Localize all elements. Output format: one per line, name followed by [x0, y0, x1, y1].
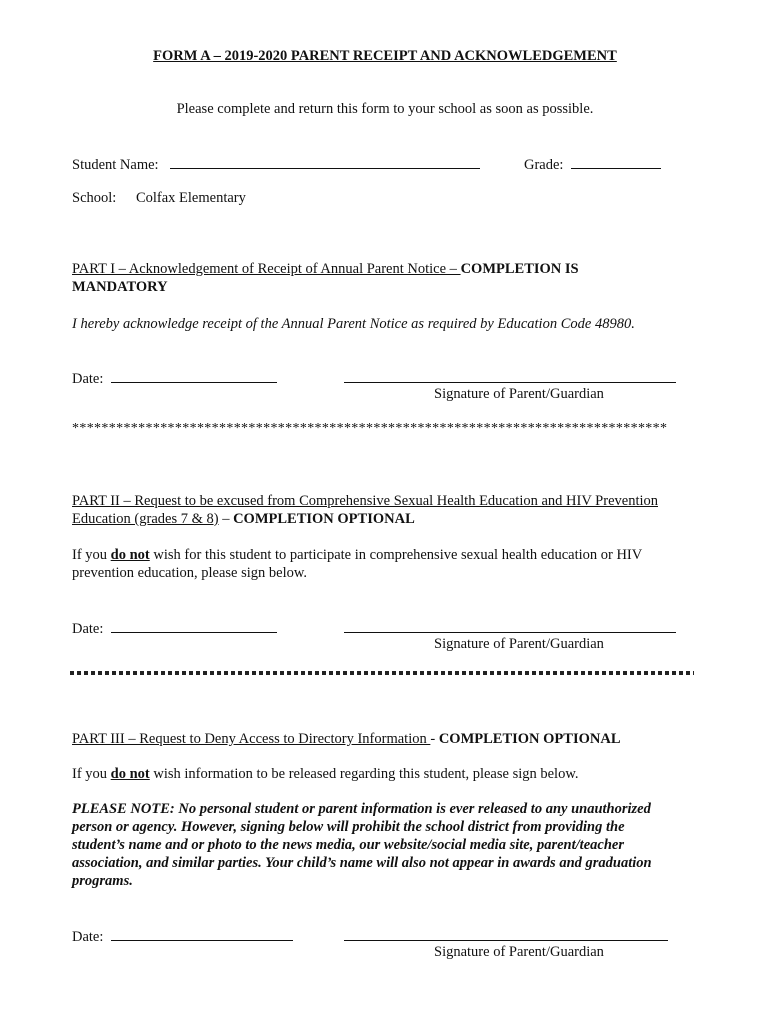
grade-row — [524, 155, 661, 174]
part1-date-label: Date: — [72, 371, 104, 387]
part1-heading-requirement-cont: MANDATORY — [72, 279, 168, 295]
part1-signature-field[interactable] — [344, 369, 676, 383]
dotted-separator — [70, 671, 694, 675]
star-separator: ********************************************************************************* — [72, 421, 668, 436]
school-value: Colfax Elementary — [135, 190, 246, 206]
part3-signature-label: Signature of Parent/Guardian — [434, 944, 604, 960]
part2-body-line1 — [72, 547, 642, 564]
part3-body-emphasis: do not — [110, 766, 150, 782]
grade-label: Grade: — [524, 157, 564, 173]
part1-date-field[interactable] — [111, 369, 277, 383]
part2-date-row — [72, 619, 277, 638]
part2-heading-dash: – — [218, 511, 234, 527]
part3-body-prefix: If you — [72, 766, 111, 782]
part3-heading — [72, 731, 621, 748]
part3-note-line-1: PLEASE NOTE: No personal student or parent information is ever released to any unauthorized — [72, 801, 651, 817]
part2-body-line2: prevention education, please sign below. — [72, 565, 308, 581]
part2-date-field[interactable] — [111, 619, 277, 633]
return-instruction: Please complete and return this form to your school as soon as possible. — [176, 101, 594, 117]
part2-date-label: Date: — [72, 621, 104, 637]
part2-signature-field[interactable] — [344, 619, 676, 633]
part3-body — [72, 766, 579, 783]
part3-heading-requirement: COMPLETION OPTIONAL — [438, 731, 621, 747]
part3-note-line-3: student’s name and or photo to the news media, our website/social media site, parent/teacher — [72, 837, 624, 853]
part3-date-row — [72, 927, 293, 946]
part3-note-line-2: person or agency. However, signing below will prohibit the school district from providing the — [72, 819, 625, 835]
part2-heading-grades: Education (grades 7 & 8) — [72, 511, 219, 527]
part1-statement: I hereby acknowledge receipt of the Annual Parent Notice as required by Education Code 48980. — [72, 316, 635, 332]
part3-note-line-5: programs. — [72, 873, 133, 889]
part2-heading-line1: PART II – Request to be excused from Comprehensive Sexual Health Education and HIV Prevention — [72, 493, 658, 509]
part1-heading-requirement: COMPLETION IS — [460, 261, 579, 277]
grade-field[interactable] — [571, 155, 661, 169]
part1-signature-label: Signature of Parent/Guardian — [434, 386, 604, 402]
student-name-label: Student Name: — [72, 157, 159, 173]
part3-note-line-4: association, and similar parties. Your child’s name will also not appear in awards and graduation — [72, 855, 652, 871]
part2-heading-requirement: COMPLETION OPTIONAL — [233, 511, 415, 527]
part3-body-suffix: wish information to be released regarding this student, please sign below. — [149, 766, 579, 782]
part3-heading-title: PART III – Request to Deny Access to Directory Information — [72, 731, 431, 747]
student-name-row — [72, 155, 480, 174]
part3-date-label: Date: — [72, 929, 104, 945]
part2-body-prefix: If you — [72, 547, 111, 563]
part3-signature-field[interactable] — [344, 927, 668, 941]
part1-heading-title: PART I – Acknowledgement of Receipt of Annual Parent Notice – — [72, 261, 461, 277]
school-label: School: — [72, 190, 117, 206]
part1-heading — [72, 261, 579, 278]
form-title: FORM A – 2019-2020 PARENT RECEIPT AND ACKNOWLEDGEMENT — [153, 48, 617, 64]
student-name-field[interactable] — [170, 155, 480, 169]
part3-heading-dash: - — [430, 731, 439, 747]
part2-heading-line2 — [72, 511, 415, 528]
part2-body-suffix: wish for this student to participate in comprehensive sexual health education or HIV — [149, 547, 643, 563]
part3-date-field[interactable] — [111, 927, 293, 941]
part1-date-row — [72, 369, 277, 388]
school-row — [72, 190, 246, 207]
part2-body-emphasis: do not — [110, 547, 150, 563]
part2-signature-label: Signature of Parent/Guardian — [434, 636, 604, 652]
